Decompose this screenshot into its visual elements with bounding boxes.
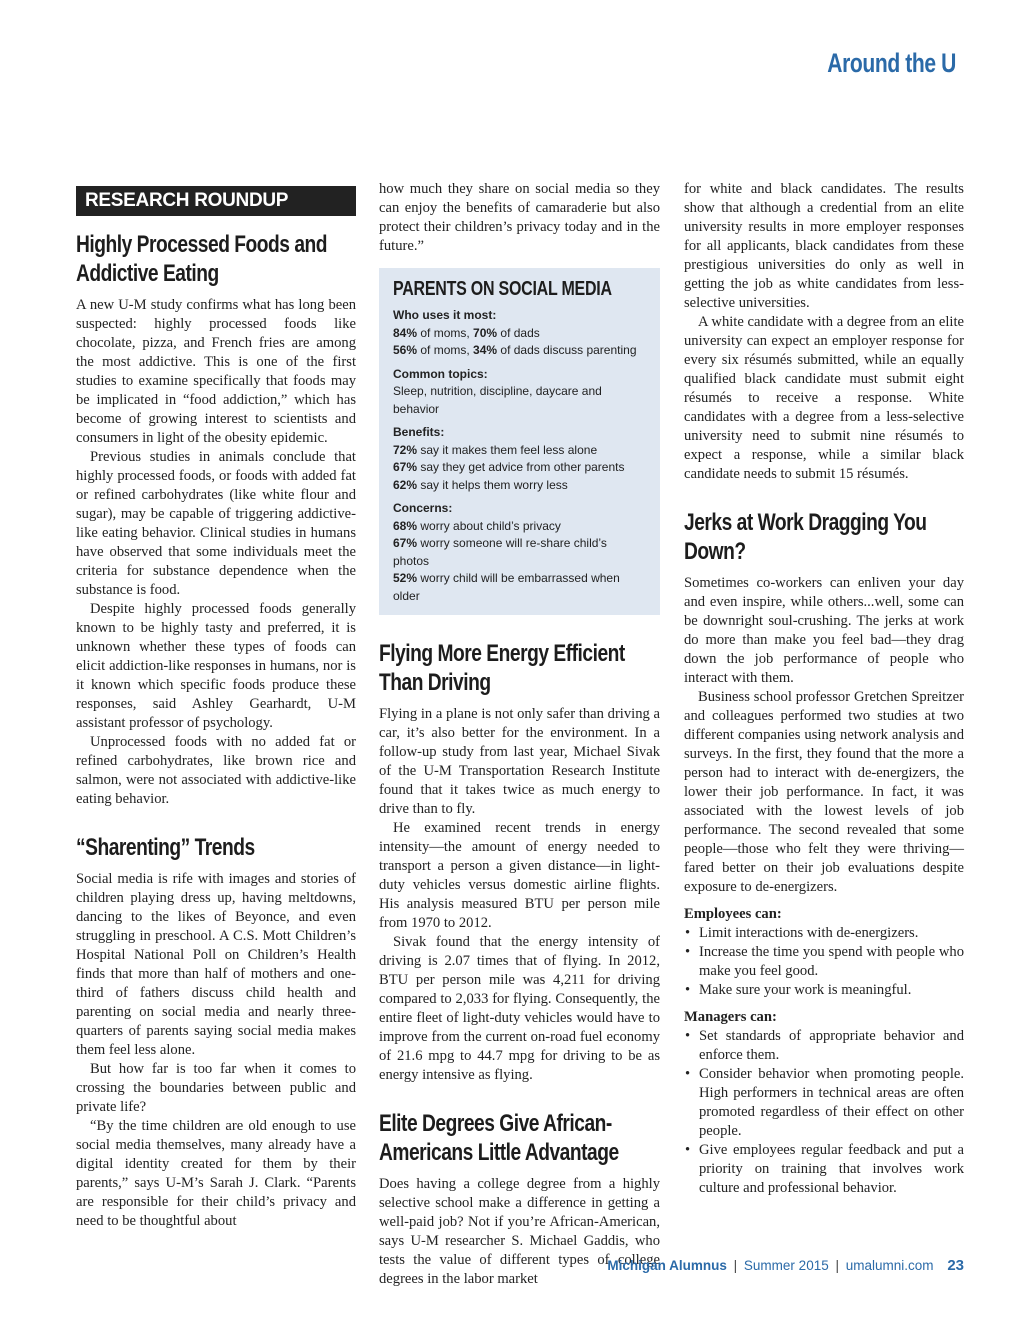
column-1 [76, 180, 356, 1231]
page-number: 23 [947, 1257, 964, 1274]
headline-elite-degrees: Elite Degrees Give African-Americans Little Advantage [379, 1110, 619, 1166]
managers-heading: Managers can: [684, 1009, 777, 1025]
section-header: Around the U [827, 48, 956, 78]
headline-processed-foods: Highly Processed Foods and Addictive Eating [76, 231, 328, 287]
separator: | [733, 1258, 738, 1273]
sidebar-row: 84% of moms, 70% of dads [393, 325, 540, 340]
headline-jerks-at-work: Jerks at Work Dragging You Down? [684, 509, 927, 565]
list-item: • Make sure your work is meaningful. [684, 981, 964, 1000]
sidebar-row: Sleep, nutrition, discipline, daycare and behavior [393, 384, 602, 416]
list-item: • Limit interactions with de-energizers. [684, 924, 964, 943]
paragraph: Social media is rife with images and stories of children playing dress up, having meltdowns, dancing to the likes of Beyonce, and even struggling in preschool. A C.S. Mott Children’s Hospital National Poll on Children’s Health finds that more than half of mothers and one-third of fathers discuss child health and parenting on social media and nearly three-quarters of parents saying social media makes them feel less alone. [76, 871, 356, 1058]
paragraph: Sometimes co-workers can enliven your day and even inspire, while others...well, some can be downright soul-crushing. The jerks at work do more than make you feel bad—they drag down the job performance of people who interact with them. [684, 575, 964, 686]
research-roundup-banner: RESEARCH ROUNDUP [76, 186, 356, 216]
paragraph: Sivak found that the energy intensity of driving is 2.07 times that of flying. In 2012, BTU per person mile was 4,211 for driving compared to 2,033 for flying. Consequently, the entire fleet of light-duty vehicles would have to improve from the current on-road fuel economy of 21.6 mpg to 44.7 mpg for driving to be as energy intensive as flying. [379, 934, 660, 1083]
issue-date: Summer 2015 [743, 1258, 829, 1273]
column-2 [379, 180, 660, 1289]
sidebar-section-topics [393, 366, 646, 419]
list-item: • Give employees regular feedback and put a priority on training that involves work culture and professional behavior. [684, 1141, 964, 1198]
managers-list [684, 1027, 964, 1198]
employees-list [684, 924, 964, 1000]
paragraph: Does having a college degree from a highly selective school make a difference in getting a well-paid job? Not if you’re African-American, says U-M researcher S. Michael Gaddis, who tests the value of different types of college degrees in the labor market [379, 1176, 660, 1287]
headline-sharenting: “Sharenting” Trends [76, 834, 255, 861]
sidebar-row: 67% say they get advice from other parents [393, 460, 625, 474]
paragraph: Despite highly processed foods generally known to be highly tasty and preferred, it is unknown whether these types of foods can elicit addiction-like responses in humans, nor is it known which specific foods produce these responses, said Ashley Gearhardt, U-M assistant professor of psychology. [76, 601, 356, 731]
sidebar-heading: Concerns: [393, 501, 453, 515]
paragraph: A white candidate with a degree from an elite university can expect an employer response for every six résumés submitted, while an equally qualified black candidate must submit eight résumés to receive a response. White candidates with a degree from a less-selective university need to submit nine résumés to expect a response, while a similar black candidate needs to submit 15 résumés. [684, 314, 964, 482]
sidebar-row: 72% say it makes them feel less alone [393, 442, 598, 457]
sidebar-section-concerns [393, 500, 646, 605]
paragraph: A new U-M study confirms what has long been suspected: highly processed foods like chocolate, pizza, and French fries are among the most addictive. This is one of the first studies to examine specifically that foods may be implicated in “food addiction,” which has become of growing interest to scientists and consumers in light of the obesity epidemic. [76, 297, 356, 446]
page-footer [607, 1257, 964, 1274]
sidebar-title: PARENTS ON SOCIAL MEDIA [393, 278, 612, 300]
sidebar-row: 56% of moms, 34% of dads discuss parenting [393, 343, 637, 357]
paragraph: for white and black candidates. The results show that although a credential from an elite university results in more employer responses for all applicants, black candidates from these prestigious universities do only as well in getting the job as white candidates from less-selective universities. [684, 181, 964, 311]
sidebar-heading: Benefits: [393, 425, 445, 439]
separator: | [835, 1258, 839, 1273]
sidebar-section-uses [393, 307, 646, 360]
list-item: • Consider behavior when promoting people. High performers in technical areas are often promoted regardless of their effect on other people. [684, 1065, 964, 1141]
sidebar-section-benefits [393, 424, 646, 494]
paragraph: Previous studies in animals conclude that highly processed foods, or foods with added fat or refined carbohydrates (like white flour and sugar), may be capable of triggering addictive-like eating behavior. Clinical studies in humans have observed that some individuals meet the criteria for substance dependence when the substance is food. [76, 449, 356, 598]
paragraph: He examined recent trends in energy intensity—the amount of energy needed to transport a person a given distance—in light-duty vehicles versus domestic airline flights. His analysis measured BTU per person mile from 1970 to 2012. [379, 820, 660, 931]
paragraph: Unprocessed foods with no added fat or refined carbohydrates, like brown rice and salmon, were not associated with addictive-like eating behavior. [76, 734, 356, 807]
paragraph: Flying in a plane is not only safer than driving a car, it’s also better for the environment. In a follow-up study from last year, Michael Sivak of the U-M Transportation Research Institute found that it takes twice as much energy to drive than to fly. [379, 706, 660, 817]
sidebar-row: 52% worry child will be embarrassed when older [393, 571, 620, 603]
list-item: • Increase the time you spend with people who make you feel good. [684, 943, 964, 981]
website: umalumni.com [845, 1258, 934, 1273]
parents-social-media-sidebar [379, 268, 660, 615]
sidebar-row: 62% say it helps them worry less [393, 477, 568, 492]
column-3 [684, 180, 964, 1198]
sidebar-row: 67% worry someone will re-share child’s photos [393, 536, 607, 568]
paragraph: “By the time children are old enough to use social media themselves, many already have a digital identity created for them by their parents,” says U-M’s Sarah J. Clark. “Parents are responsible for their child’s privacy and need to be thoughtful about [76, 1118, 356, 1229]
paragraph: But how far is too far when it comes to crossing the boundaries between public and private life? [76, 1061, 356, 1115]
paragraph: Business school professor Gretchen Spreitzer and colleagues performed two studies at two different companies using network analysis and surveys. In the first, they found that the more a person had to interact with de-energizers, the lower their job performance. In fact, it was associated with the lowest levels of job performance. The second revealed that some people—those who felt they were thriving—fared better on their job evaluations despite exposure to de-energizers. [684, 689, 964, 895]
list-item: • Set standards of appropriate behavior and enforce them. [684, 1027, 964, 1065]
headline-flying: Flying More Energy Efficient Than Driving [379, 640, 625, 696]
sidebar-heading: Common topics: [393, 366, 488, 381]
employees-heading: Employees can: [684, 906, 782, 922]
sidebar-heading: Who uses it most: [393, 308, 497, 322]
sidebar-row: 68% worry about child’s privacy [393, 518, 561, 533]
magazine-name: Michigan Alumnus [607, 1258, 727, 1273]
paragraph: how much they share on social media so they can enjoy the benefits of camaraderie but also protect their children’s privacy today and in the future.” [379, 181, 660, 254]
